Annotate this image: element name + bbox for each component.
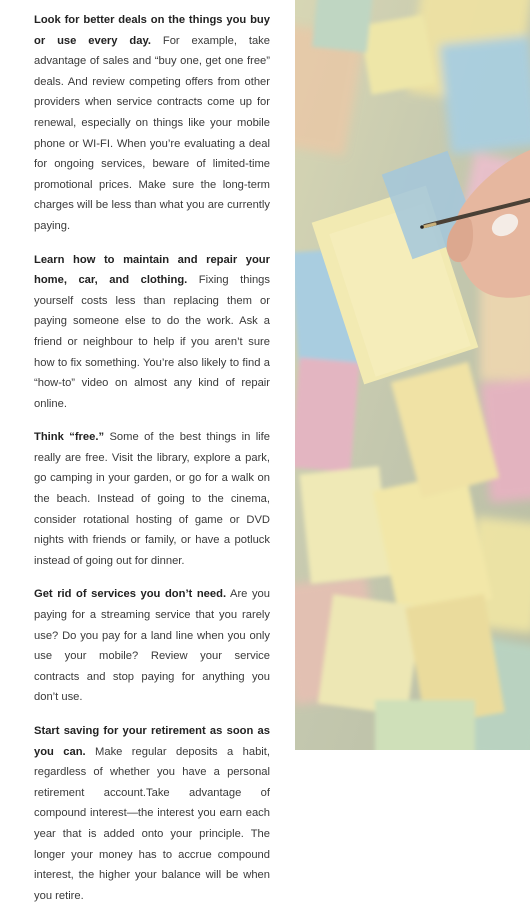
sticky-notes-illustration bbox=[295, 0, 530, 750]
article-text bbox=[34, 10, 270, 919]
tip-body: Some of the best things in life really are free. Visit the library, explore a park, go camping in your garden, or go for a walk on the beach. Instead of going to the cinema, consider rotational hosting of game or DVD nights with friends or family, or have a potluck instead of going out for dinner. bbox=[34, 431, 271, 567]
tip-heading: Get rid of services you don’t need. bbox=[34, 588, 227, 601]
tip-body: Fixing things yourself costs less than replacing them or paying someone else to do the work. Ask a friend or neighbour to help if you aren’t sure how to fix something. You’re also likely to find a “how-to” video on almost any kind of repair online. bbox=[34, 274, 270, 410]
tip-heading: Look for better deals on the things you buy or use every day. bbox=[34, 14, 270, 47]
tip-maintain-repair bbox=[34, 250, 270, 415]
tip-better-deals bbox=[34, 10, 270, 237]
tip-retirement-saving bbox=[34, 721, 270, 906]
tip-body: Are you paying for a streaming service that you rarely use? Do you pay for a land line when you only use your mobile? Review your service contracts and stop paying for anything you don’t use. bbox=[34, 588, 270, 704]
tip-heading: Think “free.” bbox=[34, 431, 105, 444]
tip-body: For example, take advantage of sales and “buy one, get one free” deals. And review competing offers from other providers when service contracts come up for renewal, especially on things like your mobile phone or WI-FI. When you’re evaluating a deal for ongoing services, beware of limited-time promotional prices. Make sure the long-term charges will be less than what you are currently paying. bbox=[34, 34, 270, 232]
tip-heading: Start saving for your retirement as soon as you can. bbox=[34, 725, 270, 758]
tip-heading: Learn how to maintain and repair your home, car, and clothing. bbox=[34, 253, 270, 287]
tip-body: Make regular deposits a habit, regardless of whether you have a personal retirement account.Take advantage of compound interest—the interest you earn each year that is added onto your principle. The longer your money has to accrue compound interest, the higher your balance will be when you retire. bbox=[34, 745, 270, 902]
sticky-notes-photo bbox=[295, 0, 530, 750]
tip-cancel-services bbox=[34, 584, 270, 708]
tip-think-free bbox=[34, 427, 270, 571]
